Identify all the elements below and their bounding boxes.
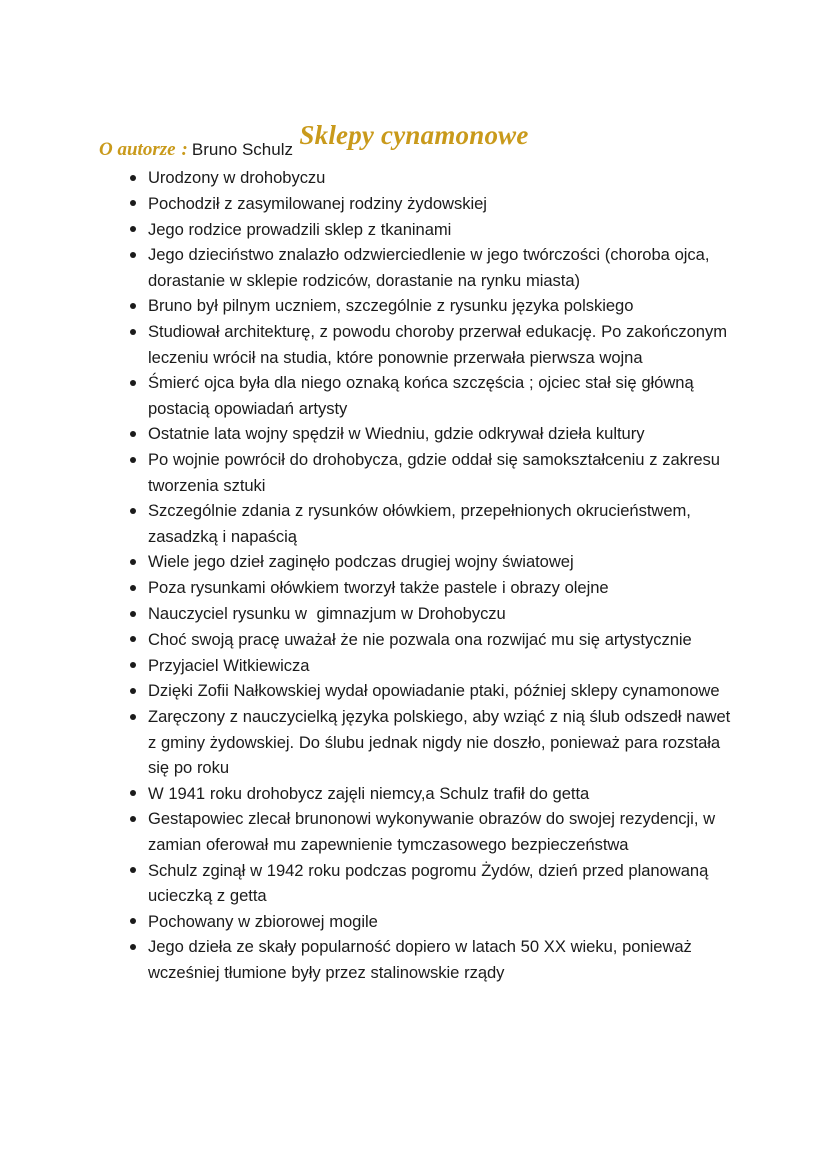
bullet-icon <box>130 200 136 206</box>
author-section-heading <box>99 139 293 161</box>
list-item-text: Bruno był pilnym uczniem, szczególnie z rysunku języka polskiego <box>148 296 634 316</box>
list-item <box>126 447 738 498</box>
list-item <box>126 191 738 216</box>
list-item <box>126 858 738 909</box>
bullet-icon <box>130 380 136 386</box>
bullet-icon <box>130 918 136 924</box>
list-item-text: Pochodził z zasymilowanej rodziny żydowskiej <box>148 193 487 213</box>
list-item-text: Zaręczony z nauczycielką języka polskiego, aby wziąć z nią ślub odszedł nawet z gminy żydowskiej. Do ślubu jednak nigdy nie doszło, ponieważ para rozstała się po roku <box>148 707 735 777</box>
list-item <box>126 781 738 806</box>
list-item <box>126 165 738 190</box>
list-item-text: Ostatnie lata wojny spędził w Wiedniu, gdzie odkrywał dzieła kultury <box>148 424 645 444</box>
bullet-icon <box>130 662 136 668</box>
list-item <box>126 319 738 370</box>
list-item-text: Jego dzieciństwo znalazło odzwierciedlenie w jego twórczości (choroba ojca, dorastanie w sklepie rodziców, dorastanie na rynku miasta) <box>148 245 715 290</box>
bullet-icon <box>130 329 136 335</box>
list-item <box>126 575 738 600</box>
bullet-icon <box>130 559 136 565</box>
list-item <box>126 704 738 780</box>
list-item-text: Śmierć ojca była dla niego oznaką końca szczęścia ; ojciec stał się główną postacią opowiadań artysty <box>148 373 699 418</box>
list-item-text: Po wojnie powrócił do drohobycza, gdzie oddał się samokształceniu z zakresu tworzenia sztuki <box>148 450 725 495</box>
author-notes-list <box>126 165 738 986</box>
list-item-text: Gestapowiec zlecał brunonowi wykonywanie obrazów do swojej rezydencji, w zamian oferował mu zapewnienie tymczasowego bezpieczeństwa <box>148 809 720 854</box>
list-item-text: Szczególnie zdania z rysunków ołówkiem, przepełnionych okrucieństwem, zasadzką i napaścią <box>148 501 696 546</box>
list-item <box>126 934 738 985</box>
bullet-icon <box>130 175 136 181</box>
bullet-icon <box>130 636 136 642</box>
list-item <box>126 370 738 421</box>
list-item <box>126 549 738 574</box>
list-item <box>126 627 738 652</box>
list-item-text: Wiele jego dzieł zaginęło podczas drugiej wojny światowej <box>148 552 574 572</box>
author-name: Bruno Schulz <box>191 140 293 159</box>
list-item-text: Przyjaciel Witkiewicza <box>148 655 310 675</box>
bullet-icon <box>130 252 136 258</box>
bullet-icon <box>130 226 136 232</box>
list-item-text: Urodzony w drohobyczu <box>148 168 326 187</box>
list-item <box>126 601 738 626</box>
bullet-icon <box>130 303 136 309</box>
bullet-icon <box>130 611 136 617</box>
bullet-icon <box>130 508 136 514</box>
list-item <box>126 217 738 242</box>
bullet-icon <box>130 816 136 822</box>
list-item-text: W 1941 roku drohobycz zajęli niemcy,a Schulz trafił do getta <box>148 783 590 803</box>
list-item-text: Choć swoją pracę uważał że nie pozwala ona rozwijać mu się artystycznie <box>148 629 692 649</box>
author-section-label: O autorze <box>99 139 176 160</box>
bullet-icon <box>130 457 136 463</box>
bullet-icon <box>130 431 136 437</box>
author-section-separator: : <box>181 139 188 160</box>
list-item-text: Jego rodzice prowadzili sklep z tkaninami <box>148 219 452 239</box>
list-item <box>126 498 738 549</box>
list-item-text: Nauczyciel rysunku w gimnazjum w Drohobyczu <box>148 604 506 624</box>
bullet-icon <box>130 944 136 950</box>
list-item <box>126 678 738 703</box>
list-item <box>126 421 738 446</box>
list-item-text: Dzięki Zofii Nałkowskiej wydał opowiadanie ptaki, później sklepy cynamonowe <box>148 681 720 701</box>
bullet-icon <box>130 585 136 591</box>
list-item <box>126 293 738 318</box>
list-item-text: Poza rysunkami ołówkiem tworzył także pastele i obrazy olejne <box>148 578 609 598</box>
list-item <box>126 806 738 857</box>
list-item-text: Studiował architekturę, z powodu choroby przerwał edukację. Po zakończonym leczeniu wrócił na studia, które ponownie przerwała pierwsza wojna <box>148 322 732 367</box>
list-item-text: Jego dzieła ze skały popularność dopiero w latach 50 XX wieku, ponieważ wcześniej tłumione były przez stalinowskie rządy <box>148 937 697 982</box>
bullet-icon <box>130 867 136 873</box>
bullet-icon <box>130 688 136 694</box>
list-item <box>126 653 738 678</box>
list-item <box>126 909 738 934</box>
bullet-icon <box>130 790 136 796</box>
list-item-text: Pochowany w zbiorowej mogile <box>148 911 378 931</box>
page-title: Sklepy cynamonowe <box>299 120 529 151</box>
list-item-text: Schulz zginął w 1942 roku podczas pogromu Żydów, dzień przed planowaną ucieczką z getta <box>148 860 714 905</box>
bullet-icon <box>130 714 136 720</box>
list-item <box>126 242 738 293</box>
